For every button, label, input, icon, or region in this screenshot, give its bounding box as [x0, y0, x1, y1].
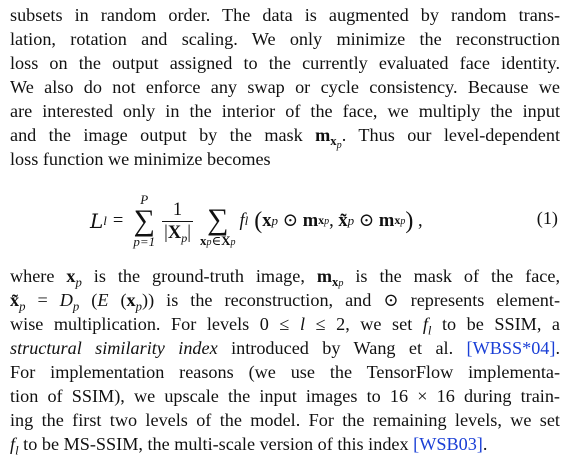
text-line: [10, 336, 560, 360]
text-line: [10, 123, 560, 152]
text-fragment: . Thus our level-dependent: [341, 125, 560, 145]
sum-over-x: ∑ xp∈Xp: [199, 203, 236, 248]
equation-block: [0, 186, 570, 256]
text-line: are interested only in the interior of the face, we multiply the input: [10, 101, 560, 121]
equation-number: (1): [536, 208, 558, 228]
text-fragment: wise multiplication. For levels: [10, 314, 260, 334]
sum-over-p: P ∑ p=1: [133, 192, 156, 249]
text-fragment: tion of SSIM), we upscale the input images to: [10, 386, 390, 406]
text-fragment: represents element-: [398, 290, 561, 310]
text-fragment: to be SSIM, a: [431, 314, 560, 334]
text-line: $f_l$ to be MS-SSIM, the multi-scale version of this index [WSB03].: [10, 434, 488, 458]
text-fragment: is the reconstruction, and: [154, 290, 384, 310]
text-fragment: to be MS-SSIM, the multi-scale version of this index: [18, 434, 414, 454]
citation-link-wbss04[interactable]: [WBSS*04]: [466, 338, 556, 358]
math-mask-symbol: $m_{x_p}$: [315, 125, 342, 152]
text-fragment: .: [482, 434, 488, 454]
normalization-fraction: $\frac{1}{|X_p|}$: [164, 199, 191, 245]
text-fragment: and the image output by the mask: [10, 125, 316, 145]
text-fragment: structural similarity index: [10, 338, 218, 358]
text-line: where $x_p$ is the ground-truth image, $m_{xp}$ is the mask of the face,: [10, 266, 560, 290]
text-fragment: is the mask of the face,: [343, 266, 560, 286]
text-line: For implementation reasons (we use the TensorFlow implementa-: [10, 362, 560, 382]
text-line: loss function we minimize becomes: [10, 149, 271, 169]
text-line: We also do not enforce any swap or cycle consistency. Because we: [10, 77, 560, 97]
text-fragment: is the ground-truth image,: [81, 266, 317, 286]
text-fragment: during train-: [454, 386, 560, 406]
text-fragment: , we set: [345, 314, 423, 334]
text-fragment: .: [555, 338, 560, 358]
text-line: subsets in random order. The data is augmented by random trans-: [10, 5, 560, 25]
text-fragment: introduced by Wang et al.: [217, 338, 467, 358]
text-line: lation, rotation and scaling. We only minimize the reconstruction: [10, 29, 560, 49]
text-line: tion of SSIM), we upscale the input images to 16 × 16 during train-: [10, 386, 560, 406]
text-line: $x̃_p = D_p$ (E $(x_p)$) is the reconstruction, and ⊙ represents element-: [10, 290, 561, 314]
paragraph-definitions: [10, 264, 560, 456]
equation-math: L l = P ∑ p=1 $\frac{1}{|X_p|}$ ∑ xp∈Xp f l ( x p ⊙ m xp , x̃ p ⊙ m xp ) ,: [90, 192, 423, 249]
text-fragment: where: [10, 266, 67, 286]
text-line: ing the first two levels of the model. For the remaining levels, we set: [10, 410, 560, 430]
text-line: wise multiplication. For levels 0 ≤ l ≤ 2, we set $f_l$ to be SSIM, a: [10, 314, 560, 338]
text-line: loss on the output assigned to the currently evaluated face identity.: [10, 53, 560, 73]
citation-link-wsb03[interactable]: [WSB03]: [413, 434, 483, 454]
paragraph-intro: [10, 3, 560, 171]
